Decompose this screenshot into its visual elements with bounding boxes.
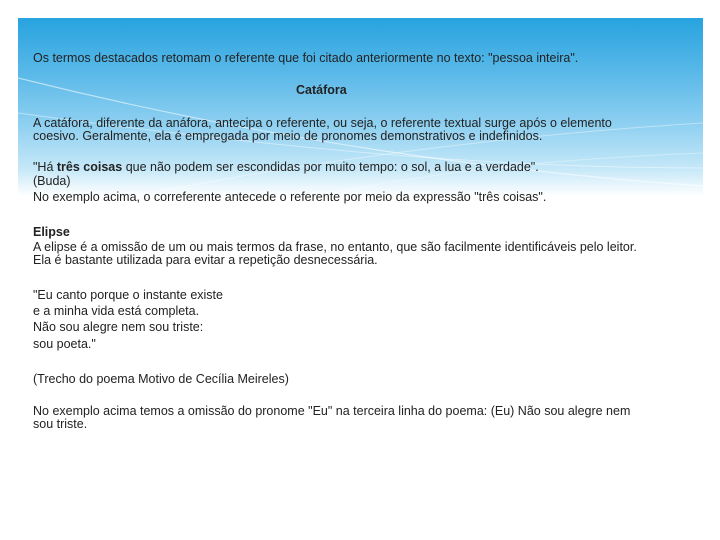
catafora-quote (33, 160, 539, 174)
elipse-title: Elipse (33, 225, 70, 239)
intro-text: Os termos destacados retomam o referente que foi citado anteriormente no texto: "pessoa inteira". (33, 51, 579, 65)
quote-highlight: três coisas (56, 160, 123, 174)
poem-line: sou poeta." (33, 337, 96, 351)
poem-source: (Trecho do poema Motivo de Cecília Meireles) (33, 372, 289, 386)
poem-line: Não sou alegre nem sou triste: (33, 320, 204, 334)
poem-line: e a minha vida está completa. (33, 304, 200, 318)
catafora-author: (Buda) (33, 174, 71, 188)
elipse-explanation: No exemplo acima temos a omissão do pronome "Eu" na terceira linha do poema: (Eu) Não sou alegre nem sou triste. (33, 404, 631, 431)
poem-line: "Eu canto porque o instante existe (33, 288, 223, 302)
catafora-definition: A catáfora, diferente da anáfora, antecipa o referente, ou seja, o referente textual surge após o elemento coesivo. Geralmente, ela é empregada por meio de pronomes demonstrativos e indefinidos. (33, 116, 612, 143)
catafora-explanation: No exemplo acima, o correferente antecede o referente por meio da expressão "três coisas". (33, 190, 547, 204)
quote-open: "Há (33, 160, 57, 174)
catafora-title: Catáfora (296, 83, 347, 97)
elipse-definition: A elipse é a omissão de um ou mais termos da frase, no entanto, que são facilmente identificáveis pelo leitor. Ela é bastante utilizada para evitar a repetição desnecessária. (33, 240, 637, 267)
quote-rest: que não podem ser escondidas por muito tempo: o sol, a lua e a verdade". (122, 160, 539, 174)
